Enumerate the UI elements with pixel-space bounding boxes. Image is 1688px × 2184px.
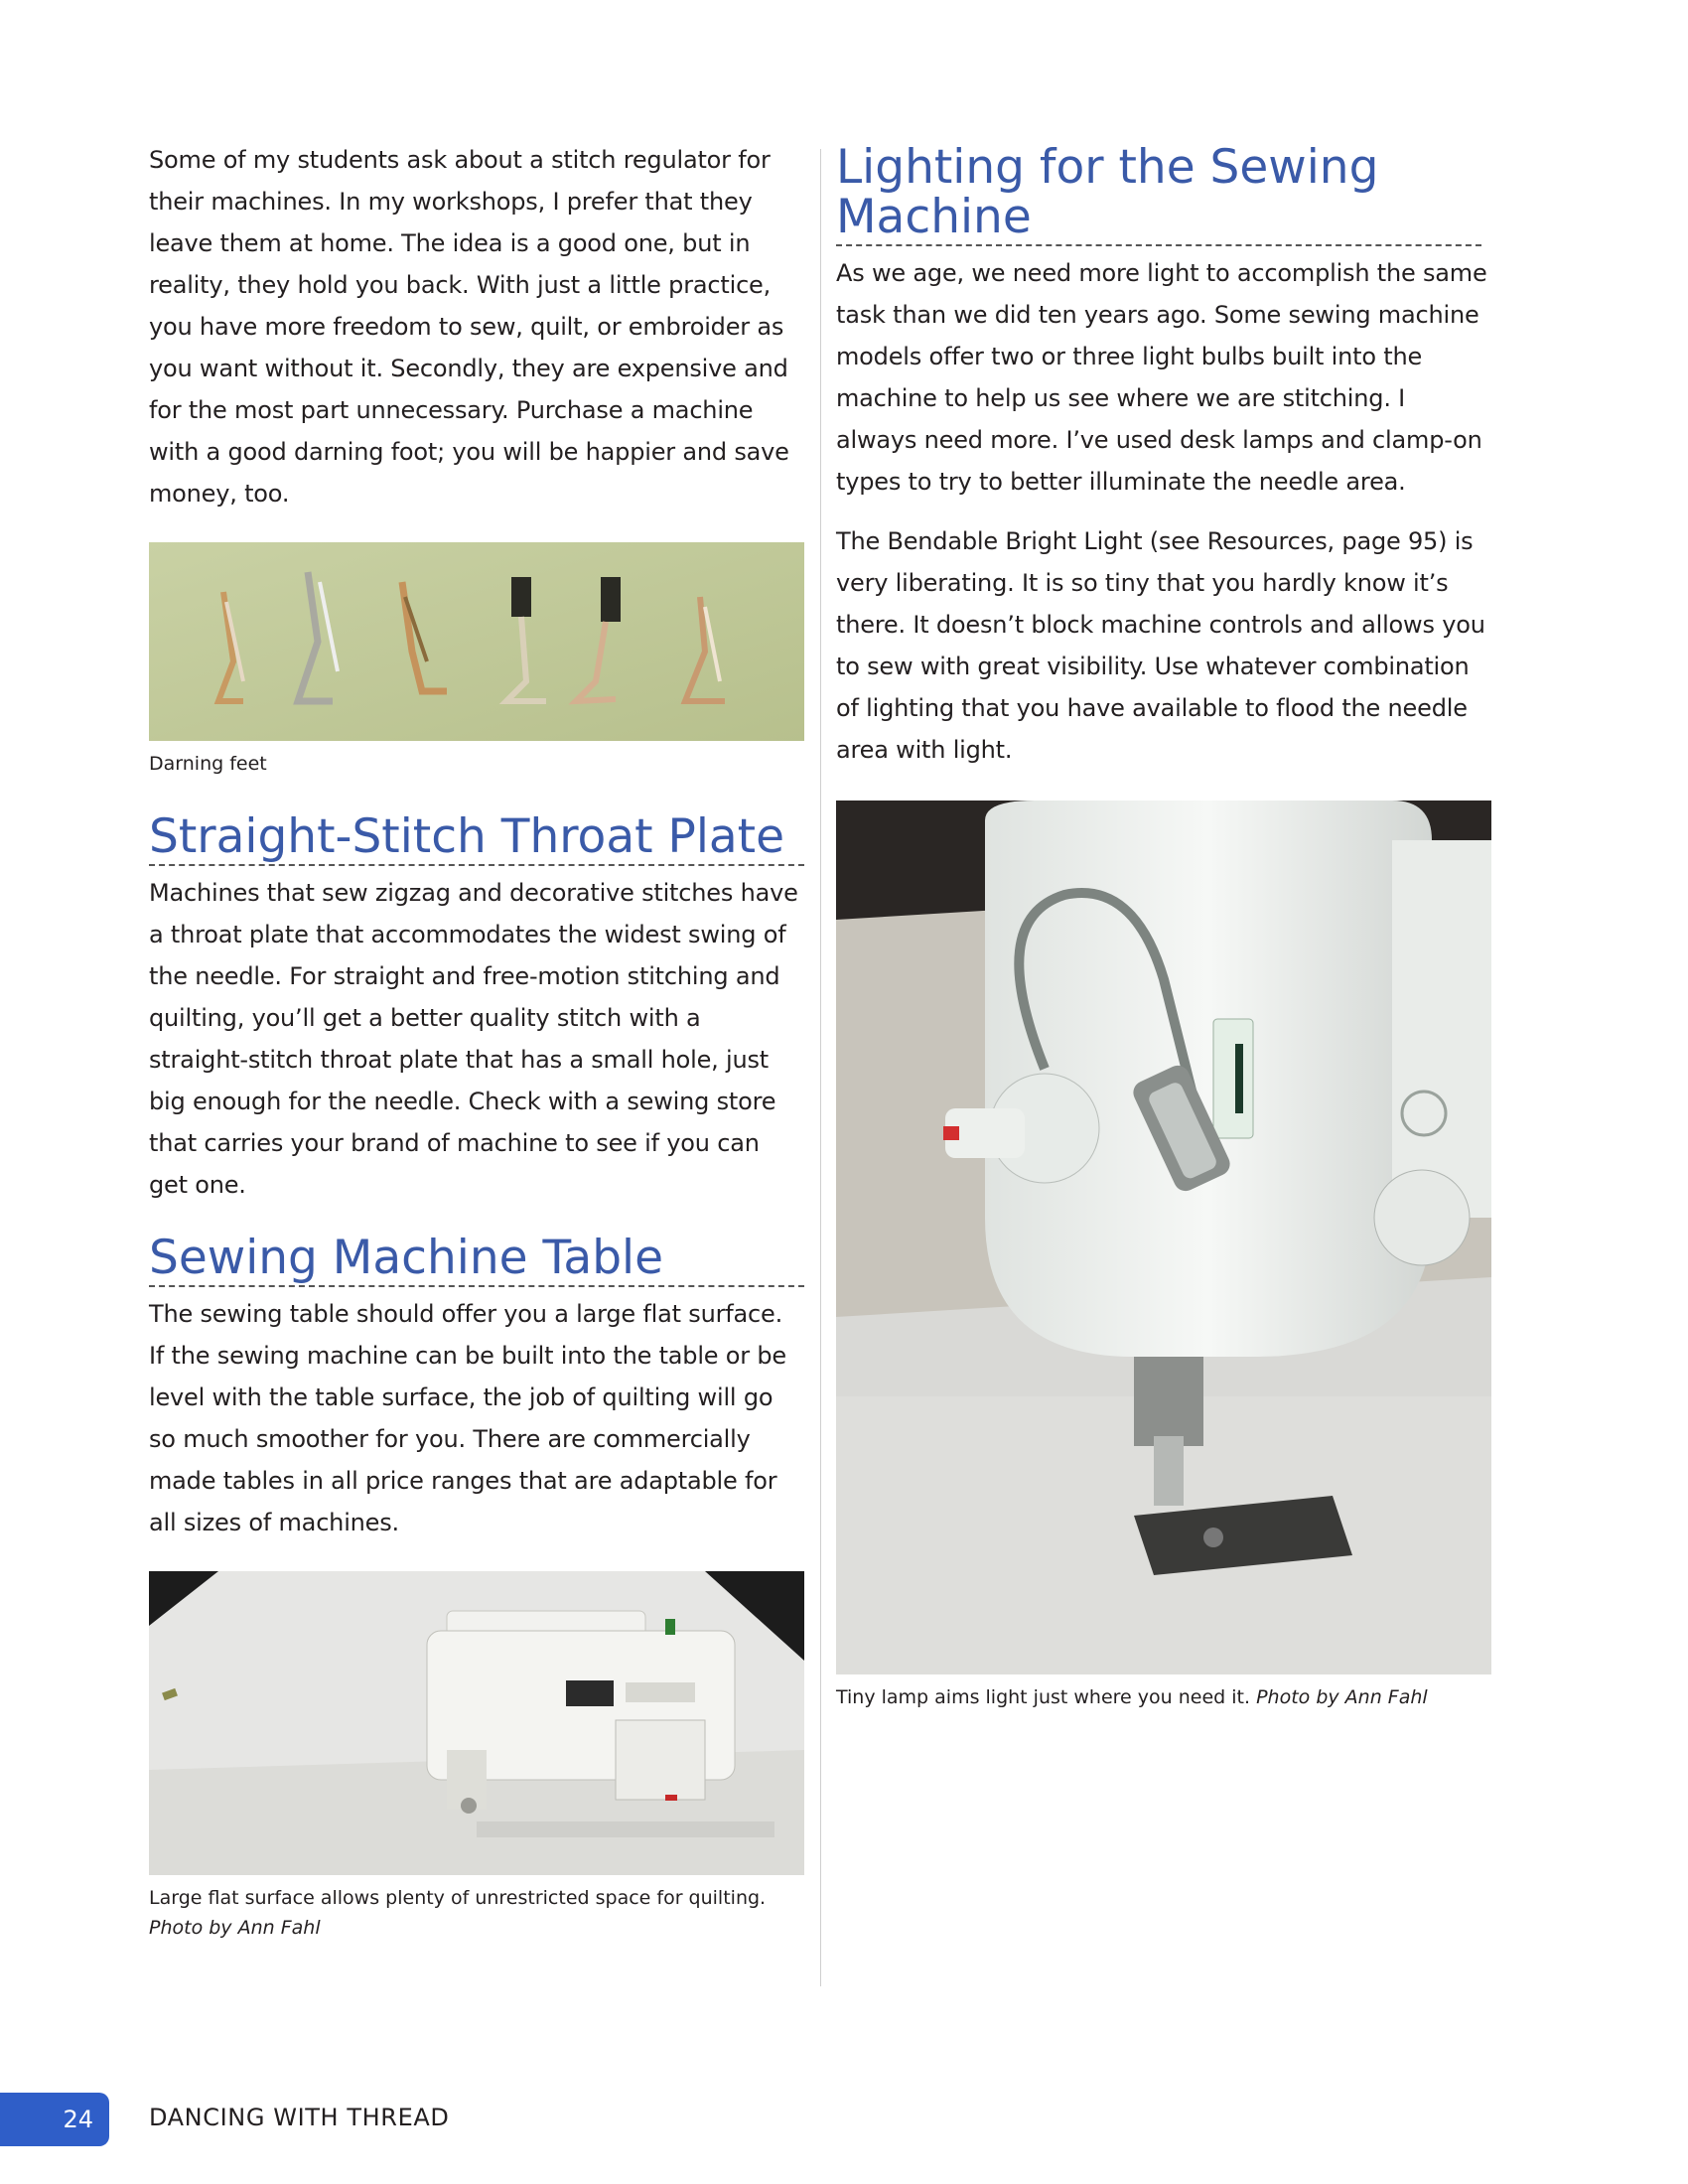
sewing-lamp-caption (836, 1682, 1491, 1712)
throat-plate-paragraph: Machines that sew zigzag and decorative stitches have a throat plate that accommodates the widest swing of the needle. For straight and free-motion stitching and quilting, you’ll get a better quality stitch with a straight-stitch throat plate that has a small hole, just big enough for the needle. Check with a sewing store that carries your brand of machine to see if you can get one. (149, 879, 798, 1199)
darning-feet-caption: Darning feet (149, 753, 267, 775)
column-divider (820, 149, 821, 1986)
sewing-table-photo (149, 1571, 804, 1875)
throat-plate-heading: Straight-Stitch Throat Plate (149, 812, 804, 866)
sewing-table-photo-credit: Photo by Ann Fahl (149, 1917, 321, 1939)
sewing-lamp-caption-text: Tiny lamp aims light just where you need it. (836, 1686, 1251, 1708)
darning-feet-photo (149, 542, 804, 741)
page-number-badge: 24 (0, 2093, 109, 2146)
intro-paragraph: Some of my students ask about a stitch regulator for their machines. In my workshops, I prefer that they leave them at home. The idea is a good one, but in reality, they hold you back. With just a little practice, you have more freedom to sew, quilt, or embroider as you want without it. Secondly, they are expensive and for the most part unnecessary. Purchase a machine with a good darning foot; you will be happier and save money, too. (149, 146, 789, 508)
right-column (836, 140, 1491, 1712)
sewing-table-paragraph: The sewing table should offer you a large flat surface. If the sewing machine can be built into the table or be level with the table surface, the job of quilting will go so much smoother for you. There are commercially made tables in all price ranges that are adaptable for all sizes of machines. (149, 1300, 786, 1536)
sewing-machine-head (943, 801, 1491, 1357)
lighting-heading: Lighting for the Sewing Machine (836, 143, 1481, 246)
sewing-table-heading: Sewing Machine Table (149, 1234, 804, 1287)
running-footer-title: DANCING WITH THREAD (149, 2104, 450, 2131)
sewing-table-caption-text: Large flat surface allows plenty of unrestricted space for quilting. (149, 1887, 767, 1909)
lighting-paragraph-1: As we age, we need more light to accomplish the same task than we did ten years ago. Some sewing machine models offer two or three light bulbs built into the machine to help us see where we are stitching. I always need more. I’ve used desk lamps and clamp-on types to try to better illuminate the needle area. (836, 259, 1487, 496)
lighting-paragraph-2: The Bendable Bright Light (see Resources, page 95) is very liberating. It is so tiny that you hardly know it’s there. It doesn’t block machine controls and allows you to sew with great visibility. Use whatever combination of lighting that you have available to flood the needle area with light. (836, 527, 1485, 764)
sewing-lamp-photo-credit: Photo by Ann Fahl (1256, 1686, 1428, 1708)
sewing-table-caption (149, 1883, 804, 1943)
sewing-lamp-photo (836, 801, 1491, 1674)
left-column (149, 139, 804, 1943)
